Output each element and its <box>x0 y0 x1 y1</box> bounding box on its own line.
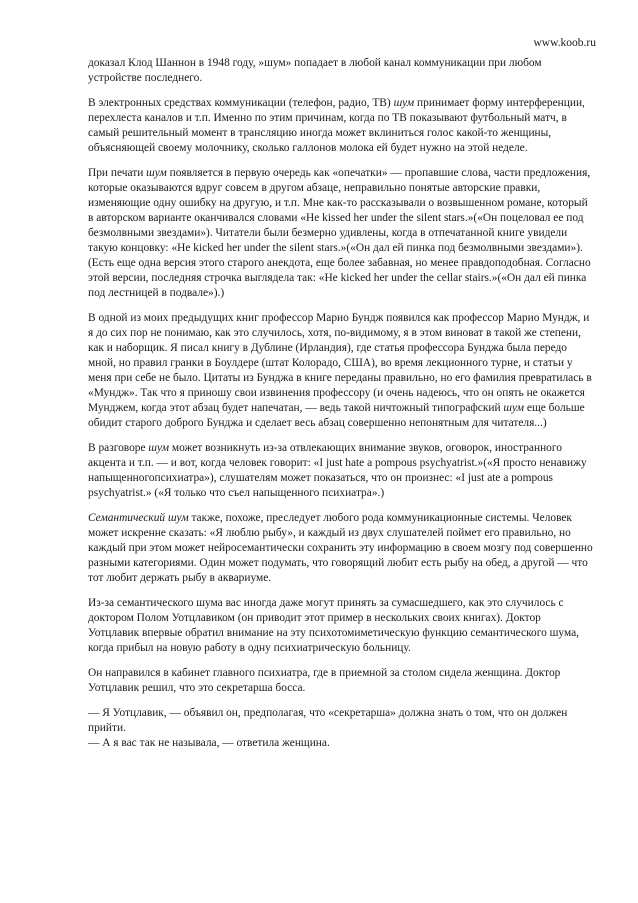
paragraph-print-noise: При печати шум появляется в первую очередь как «опечатки» — пропавшие слова, части предложения, которые оказываются вдруг совсем в другом абзаце, неправильно понятые авторские правки, изменяющие одну ошибку на другую, и т.п. Мне как-то рассказывали о возвышенном романе, который в авторском варианте оканчивался словами «He kissed her under the silent stars.»(«Он поцеловал ее под безмолвными звездами»). Читатели были безмерно удивлены, когда в отпечатанной книге увидели такую концовку: «He kicked her under the silent stars.»(«Он дал ей пинка под безмолвными звездами»). (Есть еще одна версия этого старого анекдота, еще более забавная, но менее правдоподобная. Согласно этой версии, последняя строчка выглядела так: «He kicked her under the cellar stairs.»(«Он дал ей пинка под лестницей в подвале»).) <box>88 167 591 299</box>
paragraph-office: Он направился в кабинет главного психиатра, где в приемной за столом сидела женщина. Доктор Уотцлавик решил, что это секретарша босса. <box>88 667 561 694</box>
paragraph-electronic-noise: В электронных средствах коммуникации (телефон, радио, ТВ) шум принимает форму интерференции, перехлеста каналов и т.п. Именно по этим причинам, когда по ТВ показывают футбольный матч, в самый решительный момент в трансляцию иногда может вклиниться голос какой-то женщины, объясняющей своему молочнику, сколько галлонов молока ей будет нужно на этой неделе. <box>88 97 585 154</box>
dialogue-line-1: — Я Уотцлавик, — объявил он, предполагая, что «секретарша» должна знать о том, что он должен прийти. <box>88 707 568 734</box>
paragraph-speech-noise: В разговоре шум может возникнуть из-за отвлекающих внимание звуков, оговорок, иностранного акцента и т.п. — и вот, когда человек говорит: «I just hate a pompous psychyatrist.»(«Я просто ненавижу напыщенногопсихиатра»), слушателям может показаться, что он произнес: «I just ate a pompous psychyatrist.» («Я только что съел напыщенного психиатра».) <box>88 442 587 499</box>
emphasis-noise: шум <box>148 442 170 454</box>
document-body <box>88 56 593 751</box>
dialogue-line-2: — А я вас так не называла, — ответила женщина. <box>88 737 330 749</box>
emphasis-semantic-noise: Семантический шум <box>88 512 189 524</box>
site-url: www.koob.ru <box>533 37 596 49</box>
paragraph-semantic-noise: Семантический шум также, похоже, преследует любого рода коммуникационные системы. Человек может искренне сказать: «Я люблю рыбу», и каждый из двух слушателей поймет его правильно, но каждый при этом может нейросемантически сохранить эту информацию в своем мозгу под совершенно разными категориями. Один может подумать, что говорящий любит есть рыбу на обед, а другой — что тот любит держать рыбу в аквариуме. <box>88 512 593 584</box>
emphasis-noise: шум <box>503 402 525 414</box>
paragraph-shannon: доказал Клод Шаннон в 1948 году, »шум» попадает в любой канал коммуникации при любом устройстве последнего. <box>88 57 542 84</box>
emphasis-noise: шум <box>146 167 167 179</box>
emphasis-noise: шум <box>393 97 415 109</box>
paragraph-watzlawick: Из-за семантического шума вас иногда даже могут принять за сумасшедшего, как это случилось с доктором Полом Уотцлавиком (он приводит этот пример в нескольких своих книгах). Доктор Уотцлавик впервые обратил внимание на эту психотомиметическую функцию семантического шума, когда прибыл на новую работу в одну психиатрическую больницу. <box>88 597 579 654</box>
paragraph-bunge: В одной из моих предыдущих книг профессор Марио Бундж появился как профессор Марио Мундж, и я до сих пор не понимаю, как это случилось, хотя, по-видимому, я в этом виноват в такой же степени, как и наборщик. Я писал книгу в Дублине (Ирландия), где статья профессора Бунджа была передо мной, но правил гранки в Боулдере (штат Колорадо, США), во время лекционного турне, и статьи у меня при себе не было. Цитаты из Бунджа в книге переданы правильно, но его фамилия превратилась в «Мундж». Так что я приношу свои извинения профессору (и очень надеюсь, что он опять не окажется Мунджем, когда этот абзац будет напечатан, — ведь такой ничтожный типографский шум еще больше обидит старого доброго Бунджа и сделает весь абзац совершенно непонятным для читателя...) <box>88 312 592 429</box>
